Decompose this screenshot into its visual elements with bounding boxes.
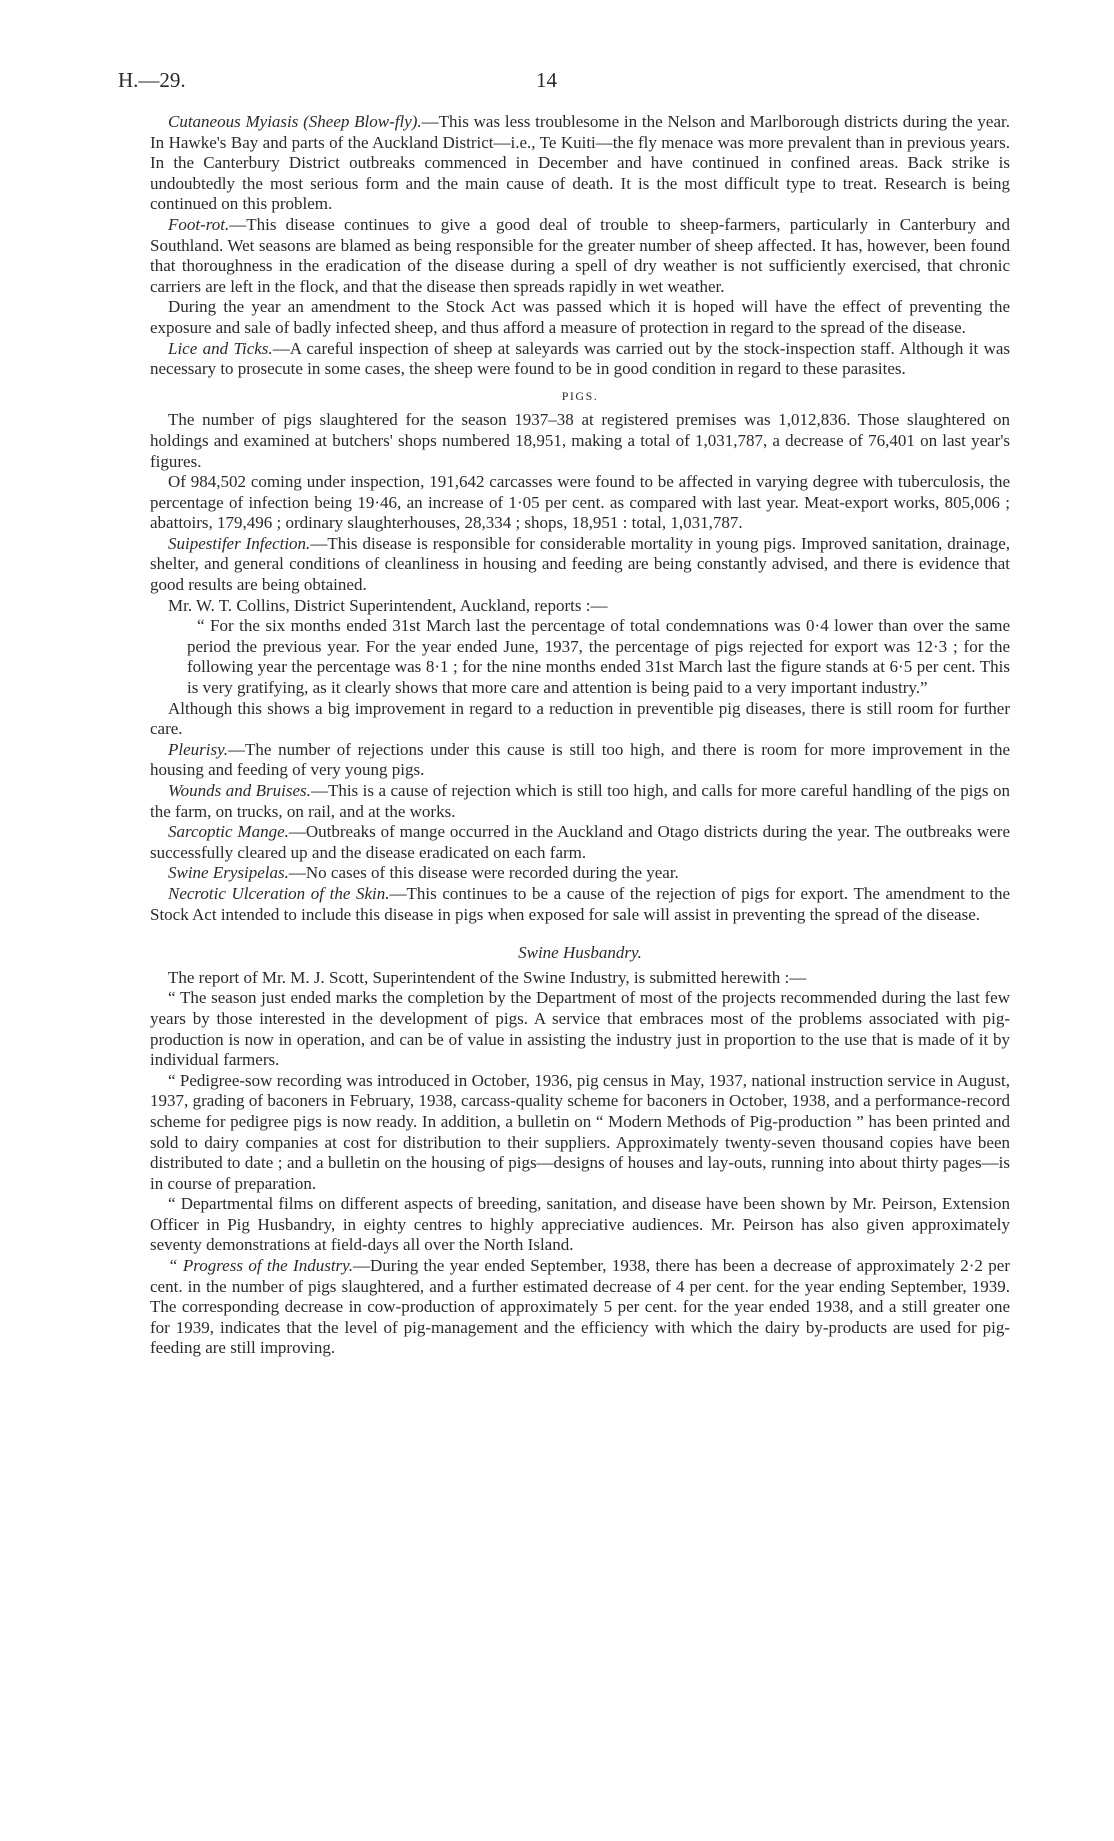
paragraph-text: “ Pedigree-sow recording was introduced in October, 1936, pig census in May, 1937, national instruction service in August, 1937, grading of baconers in February, 1938, carcass-quality scheme for baconers in October, 1938, and a performance-record scheme for pedigree pigs is now ready. In addition, a bulletin on “ Modern Methods of Pig-production ” has been printed and sold to dairy companies at cost for distribution to their suppliers. Approximately twenty-seven thousand copies have been distributed to date ; and a bulletin on the housing of pigs—designs of houses and lay-outs, running into about thirty pages—is in course of preparation. (150, 1070, 1010, 1193)
paragraph-text: The number of pigs slaughtered for the season 1937–38 at registered premises was 1,012,836. Those slaughtered on holdings and examined at butchers' shops numbered 18,951, making a total of 1,031,787, a decrease of 76,401 on last year's figures. (150, 410, 1010, 471)
paragraph-stock-act (150, 297, 1010, 338)
paragraph-suipestifer (150, 534, 1010, 596)
paragraph-text: —No cases of this disease were recorded during the year. (288, 863, 679, 883)
paragraph-improvement (150, 699, 1010, 740)
paragraph-lead: Cutaneous Myiasis (Sheep Blow-fly). (168, 112, 422, 131)
paragraph-lead: Suipestifer Infection. (168, 533, 311, 553)
paragraph-text: —This disease is responsible for considerable mortality in young pigs. Improved sanitation, drainage, shelter, and general conditions of cleanliness in housing and feeding are being constantly advised, and there is evidence that good results are being obtained. (150, 533, 1011, 595)
paragraph-season-ended (150, 988, 1010, 1070)
paragraph-text: —A careful inspection of sheep at saleyards was carried out by the stock-inspection staff. Although it was necessary to prosecute in some cases, the sheep were found to be in good condition in regard to these parasites. (150, 338, 1011, 379)
body-text (150, 112, 1010, 1359)
paragraph-collins-report (150, 596, 1010, 617)
paragraph-tuberculosis (150, 472, 1010, 534)
paragraph-lead: Pleurisy. (168, 739, 228, 759)
quote-block (187, 616, 1010, 698)
paragraph-text: During the year an amendment to the Stock Act was passed which it is hoped will have the effect of preventing the exposure and sale of badly infected sheep, and thus afford a measure of protection in regard to the spread of the disease. (150, 297, 1010, 337)
paragraph-text: “ The season just ended marks the completion by the Department of most of the projects recommended during the last few years by those interested in the development of pigs. A service that embraces most of the problems associated with pig-production is now in operation, and can be of value in assisting the industry just in proportion to the use that is made of it by individual farmers. (150, 988, 1010, 1070)
paragraph-text: Of 984,502 coming under inspection, 191,642 carcasses were found to be affected in varying degree with tuberculosis, the percentage of infection being 19·46, an increase of 1·05 per cent. as compared with last year. Meat-export works, 805,006 ; abattoirs, 179,496 ; ordinary slaughterhouses, 28,334 ; shops, 18,951 : total, 1,031,787. (150, 472, 1010, 533)
paragraph-lead: Foot-rot. (168, 214, 230, 234)
paragraph-text: “ Departmental films on different aspects of breeding, sanitation, and disease have been shown by Mr. Peirson, Extension Officer in Pig Husbandry, in eighty centres to highly appreciative audiences. Mr. Peirson has also given approximately seventy demonstrations at field-days all over the North Island. (150, 1194, 1010, 1255)
paragraph-text: Mr. W. T. Collins, District Superintendent, Auckland, reports :— (168, 595, 608, 615)
paragraph-lice-ticks (150, 339, 1010, 380)
paragraph-text: —This disease continues to give a good deal of trouble to sheep-farmers, particularly in Canterbury and Southland. Wet seasons are blamed as being responsible for the greater number of sheep affected. It has, however, been found that thoroughness in the eradication of the disease during a spell of dry weather is not sufficiently exercised, that chronic carriers are left in the flock, and that the disease then spreads rapidly in wet weather. (150, 214, 1010, 296)
paragraph-text: —This was less troublesome in the Nelson and Marlborough districts during the year. In Hawke's Bay and parts of the Auckland District—i.e., Te Kuiti—the fly menace was more prevalent than in previous years. In the Canterbury District outbreaks commenced in December and have continued in confined areas. Back strike is undoubtedly the most serious form and the main cause of death. It is the most difficult type to treat. Research is being continued on this problem. (150, 112, 1010, 214)
paragraph-lead: Sarcoptic Mange. (168, 822, 289, 842)
paragraph-text: —During the year ended September, 1938, there has been a decrease of approximately 2·2 per cent. in the number of pigs slaughtered, and a further estimated decrease of 4 per cent. for the year ending September, 1939. The corresponding decrease in cow-production of approximately 5 per cent. for the year ended 1938, and a still greater one for 1939, indicates that the level of pig-management and the efficiency with which the dairy by-products are used for pig-feeding are still improving. (150, 1256, 1010, 1358)
paragraph-text: —This is a cause of rejection which is still too high, and calls for more careful handling of the pigs on the farm, on trucks, on rail, and at the works. (150, 781, 1011, 821)
paragraph-lead: Lice and Ticks. (168, 338, 273, 358)
paragraph-sarcoptic-mange (150, 822, 1010, 863)
document-code: H.—29. (118, 68, 186, 92)
paragraph-foot-rot (150, 215, 1010, 297)
paragraph-cutaneous-myiasis (150, 112, 1010, 215)
paragraph-scott-report (150, 968, 1010, 989)
paragraph-lead: “ Progress of the Industry. (168, 1256, 354, 1276)
paragraph-lead: Necrotic Ulceration of the Skin. (168, 883, 390, 903)
paragraph-wounds-bruises (150, 781, 1010, 822)
quote-paragraph: “ For the six months ended 31st March last the percentage of total condemnations was 0·4 lower than over the same period the previous year. For the year ended June, 1937, the percentage of pigs rejected for export was 12·3 ; for the following year the percentage was 8·1 ; for the nine months ended 31st March last the figure stands at 6·5 per cent. This is very gratifying, as it clearly shows that more care and attention is being paid to a very important industry.” (187, 616, 1010, 698)
paragraph-swine-erysipelas (150, 863, 1010, 884)
paragraph-text: —Outbreaks of mange occurred in the Auckland and Otago districts during the year. The outbreaks were successfully cleared up and the disease eradicated on each farm. (150, 822, 1011, 862)
paragraph-text: —The number of rejections under this cause is still too high, and there is room for more improvement in the housing and feeding of very young pigs. (150, 739, 1010, 780)
section-heading-swine-husbandry: Swine Husbandry. (518, 943, 642, 963)
paragraph-text: The report of Mr. M. J. Scott, Superintendent of the Swine Industry, is submitted herewith :— (168, 967, 807, 987)
paragraph-pleurisy (150, 740, 1010, 781)
paragraph-necrotic-ulceration (150, 884, 1010, 925)
paragraph-lead: Swine Erysipelas. (168, 863, 289, 883)
paragraph-text: Although this shows a big improvement in regard to a reduction in preventible pig diseases, there is still room for further care. (150, 698, 1010, 739)
paragraph-text: —This continues to be a cause of the rejection of pigs for export. The amendment to the Stock Act intended to include this disease in pigs when exposed for sale will assist in preventing the spread of the disease. (150, 883, 1011, 924)
paragraph-pigs-slaughtered (150, 410, 1010, 472)
paragraph-progress-industry (150, 1256, 1010, 1359)
paragraph-pedigree-sow (150, 1071, 1010, 1195)
paragraph-lead: Wounds and Bruises. (168, 781, 311, 800)
running-header (0, 70, 1114, 100)
page-number: 14 (536, 68, 557, 92)
paragraph-departmental-films (150, 1194, 1010, 1256)
section-heading-pigs: PIGS. (561, 388, 599, 403)
